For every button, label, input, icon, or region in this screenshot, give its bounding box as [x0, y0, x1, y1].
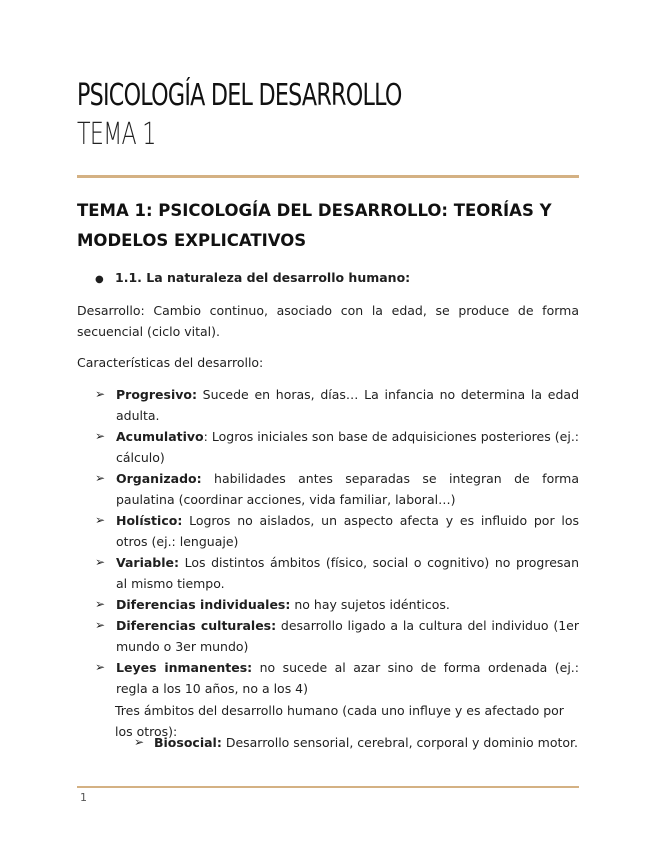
list-item [95, 384, 579, 426]
term: Diferencias individuales: [116, 597, 291, 612]
term-description: : Logros iniciales son base de adquisiciones posteriores (ej.: cálculo) [116, 429, 579, 465]
arrow-bullet-icon: ➢ [95, 513, 106, 527]
term-description: no hay sujetos idénticos. [290, 597, 450, 612]
list-item [95, 426, 579, 468]
term: Organizado: [116, 471, 202, 486]
bullet-icon: ● [95, 274, 104, 285]
arrow-bullet-icon: ➢ [134, 735, 145, 749]
list-item [95, 657, 579, 699]
term-description: Logros no aislados, un aspecto afecta y es influido por los otros (ej.: lenguaje) [116, 513, 579, 549]
term: Biosocial: [154, 735, 222, 750]
arrow-bullet-icon: ➢ [95, 618, 106, 632]
list-item [95, 615, 579, 657]
subsection-bullet [95, 268, 410, 290]
document-subtitle: TEMA 1 [77, 117, 156, 152]
term: Diferencias culturales: [116, 618, 277, 633]
term: Variable: [116, 555, 180, 570]
list-item [95, 510, 579, 552]
page-number: 1 [80, 791, 87, 804]
term: Holístico: [116, 513, 183, 528]
arrow-bullet-icon: ➢ [95, 660, 106, 674]
term-description: no sucede al azar sino de forma ordenada (ej.: regla a los 10 años, no a los 4) [116, 660, 579, 696]
term-description: Sucede en horas, días… La infancia no determina la edad adulta. [116, 387, 579, 423]
characteristics-list [95, 384, 579, 699]
list-item [95, 594, 579, 615]
definition-paragraph: Desarrollo: Cambio continuo, asociado con la edad, se produce de forma secuencial (ciclo vital). [77, 303, 579, 339]
term-description: Los distintos ámbitos (físico, social o cognitivo) no progresan al mismo tiempo. [116, 555, 579, 591]
characteristics-intro: Características del desarrollo: [77, 355, 264, 370]
term-description: desarrollo ligado a la cultura del individuo (1er mundo o 3er mundo) [116, 618, 579, 654]
footer-divider [77, 786, 579, 788]
arrow-bullet-icon: ➢ [95, 429, 106, 443]
subsection-title: 1.1. La naturaleza del desarrollo humano: [115, 270, 411, 285]
header-divider [77, 175, 579, 178]
document-title: PSICOLOGÍA DEL DESARROLLO [77, 78, 402, 113]
list-item-biosocial [134, 732, 578, 753]
three-areas-paragraph: Tres ámbitos del desarrollo humano (cada uno influye y es afectado por los otros): [115, 703, 564, 739]
term: Acumulativo [116, 429, 204, 444]
arrow-bullet-icon: ➢ [95, 471, 106, 485]
list-item [95, 468, 579, 510]
term: Progresivo: [116, 387, 197, 402]
arrow-bullet-icon: ➢ [95, 387, 106, 401]
list-item [95, 552, 579, 594]
term-description: Desarrollo sensorial, cerebral, corporal y dominio motor. [221, 735, 578, 750]
arrow-bullet-icon: ➢ [95, 555, 106, 569]
term-description: habilidades antes separadas se integran de forma paulatina (coordinar acciones, vida familiar, laboral…) [116, 471, 579, 507]
section-heading: TEMA 1: PSICOLOGÍA DEL DESARROLLO: TEORÍAS Y MODELOS EXPLICATIVOS [77, 201, 552, 250]
arrow-bullet-icon: ➢ [95, 597, 106, 611]
term: Leyes inmanentes: [116, 660, 253, 675]
